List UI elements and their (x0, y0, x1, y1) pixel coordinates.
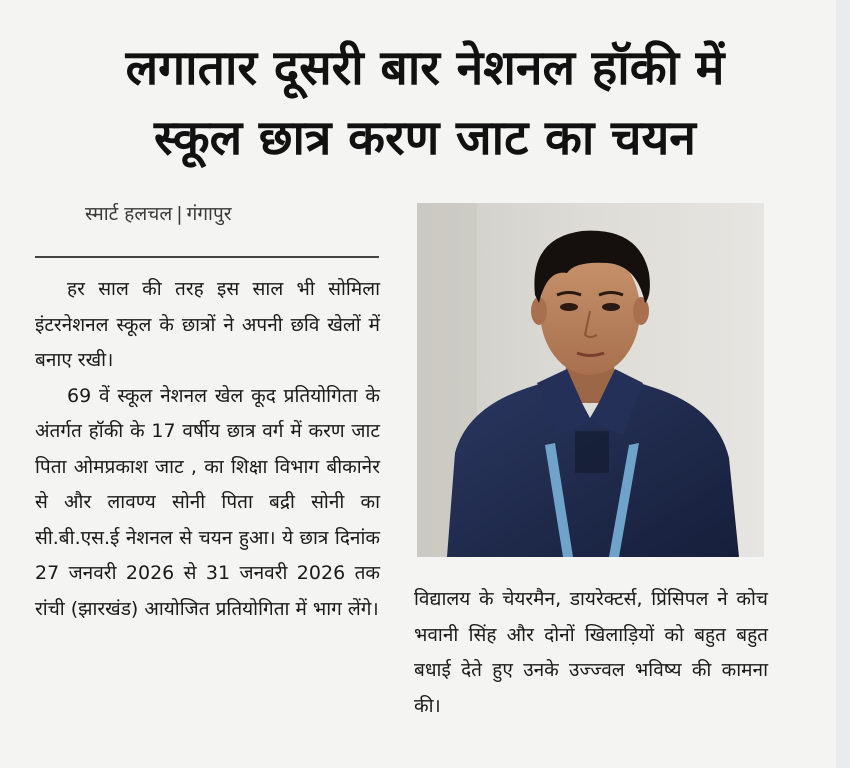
location: गंगापुर (186, 203, 232, 225)
paragraph-1: हर साल की तरह इस साल भी सोमिला इंटरनेशनल स्कूल के छात्रों ने अपनी छवि खेलों में बनाए रखी। (35, 278, 380, 371)
article-body (35, 272, 380, 627)
dateline-separator: | (176, 203, 183, 225)
paragraph-3: विद्यालय के चेयरमैन, डायरेक्टर्स, प्रिंसिपल ने कोच भवानी सिंह और दोनों खिलाड़ियों को बहुत बहुत बधाई देते हुए उनके उज्ज्वल भविष्य की कामना की। (414, 588, 768, 717)
student-photo (417, 203, 764, 557)
dateline-rule (35, 256, 379, 258)
dateline (85, 200, 232, 226)
headline-line-2: स्कूल छात्र करण जाट का चयन (154, 110, 696, 166)
paragraph-2: 69 वें स्कूल नेशनल खेल कूद प्रतियोगिता के अंतर्गत हॉकी के 17 वर्षीय छात्र वर्ग में करण जाट पिता ओमप्रकाश जाट , का शिक्षा विभाग बीकानेर से और लावण्य सोनी पिता बद्री सोनी का सी.बी.एस.ई नेशनल से चयन हुआ। ये छात्र दिनांक 27 जनवरी 2026 से 31 जनवरी 2026 तक रांची (झारखंड) आयोजित प्रतियोगिता में भाग लेंगे। (35, 384, 380, 620)
headline-line-1: लगातार दूसरी बार नेशनल हॉकी में (125, 40, 725, 96)
student-portrait-image (417, 203, 764, 557)
source-name: स्मार्ट हलचल (85, 203, 173, 225)
